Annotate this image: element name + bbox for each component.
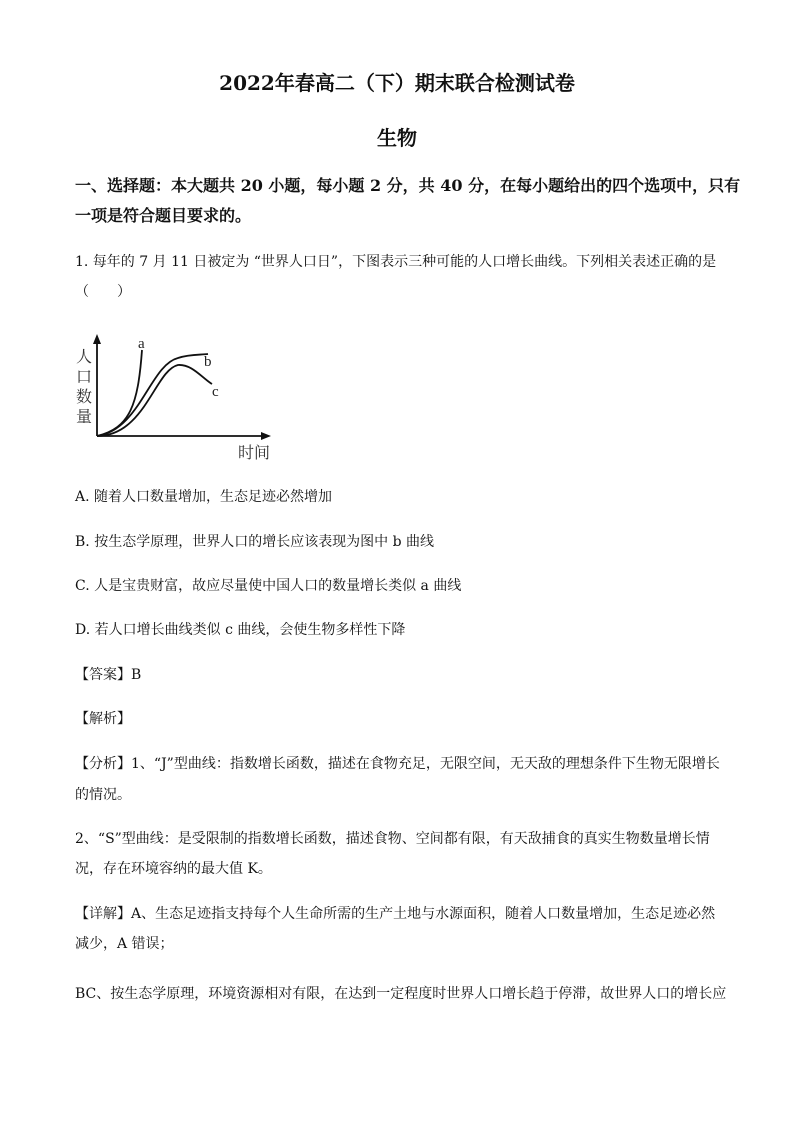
analysis-line: 2、“S”型曲线：是受限制的指数增长函数，描述食物、空间都有限，有天敌捕食的真实生物数量增长情 [75, 831, 710, 847]
y-label-char: 人 [76, 347, 93, 366]
curve-label-a: a [138, 336, 145, 352]
question-stem-line-1: 1. 每年的 7 月 11 日被定为 “世界人口日”，下图表示三种可能的人口增长曲线。下列相关表述正确的是 [75, 254, 717, 270]
y-label-char: 数 [76, 387, 93, 406]
y-label-char: 量 [76, 407, 93, 426]
analysis-line: 况，存在环境容纳的最大值 K。 [75, 861, 272, 877]
curve-c [97, 365, 212, 436]
analysis-line: 的情况。 [75, 787, 131, 803]
y-label-char: 口 [76, 367, 93, 386]
option-b: B. 按生态学原理，世界人口的增长应该表现为图中 b 曲线 [75, 534, 435, 550]
x-axis-label: 时间 [238, 443, 271, 462]
x-axis-arrow-icon [261, 432, 271, 440]
analysis-line: 【分析】1、“J”型曲线：指数增长函数，描述在食物充足，无限空间，无天敌的理想条件下生物无限增长 [75, 756, 720, 772]
option-d: D. 若人口增长曲线类似 c 曲线，会使生物多样性下降 [75, 622, 406, 638]
question-stem-line-2: （ ） [75, 284, 131, 300]
analysis-line: BC、按生态学原理，环境资源相对有限，在达到一定程度时世界人口增长趋于停滞，故世界人口的增长应 [75, 986, 727, 1002]
page-title: 2022年春高二（下）期末联合检测试卷 [219, 71, 575, 95]
option-a: A. 随着人口数量增加，生态足迹必然增加 [75, 489, 333, 505]
option-c: C. 人是宝贵财富，故应尽量使中国人口的数量增长类似 a 曲线 [75, 578, 462, 594]
analysis-heading: 【解析】 [75, 711, 131, 727]
y-axis-arrow-icon [93, 334, 101, 344]
analysis-line: 【详解】A、生态足迹指支持每个人生命所需的生产土地与水源面积，随着人口数量增加，生态足迹必然 [75, 906, 716, 922]
answer: 【答案】B [75, 667, 142, 683]
curve-label-b: b [204, 354, 212, 370]
section-heading-line-1: 一、选择题：本大题共 20 小题，每小题 2 分，共 40 分，在每小题给出的四个选项中，只有 [75, 176, 741, 195]
curve-label-c: c [212, 384, 219, 400]
curve-a [97, 350, 142, 436]
subject-title: 生物 [377, 126, 417, 150]
section-heading-line-2: 一项是符合题目要求的。 [75, 206, 252, 225]
population-growth-figure [60, 320, 290, 470]
analysis-line: 减少，A 错误； [75, 936, 174, 952]
